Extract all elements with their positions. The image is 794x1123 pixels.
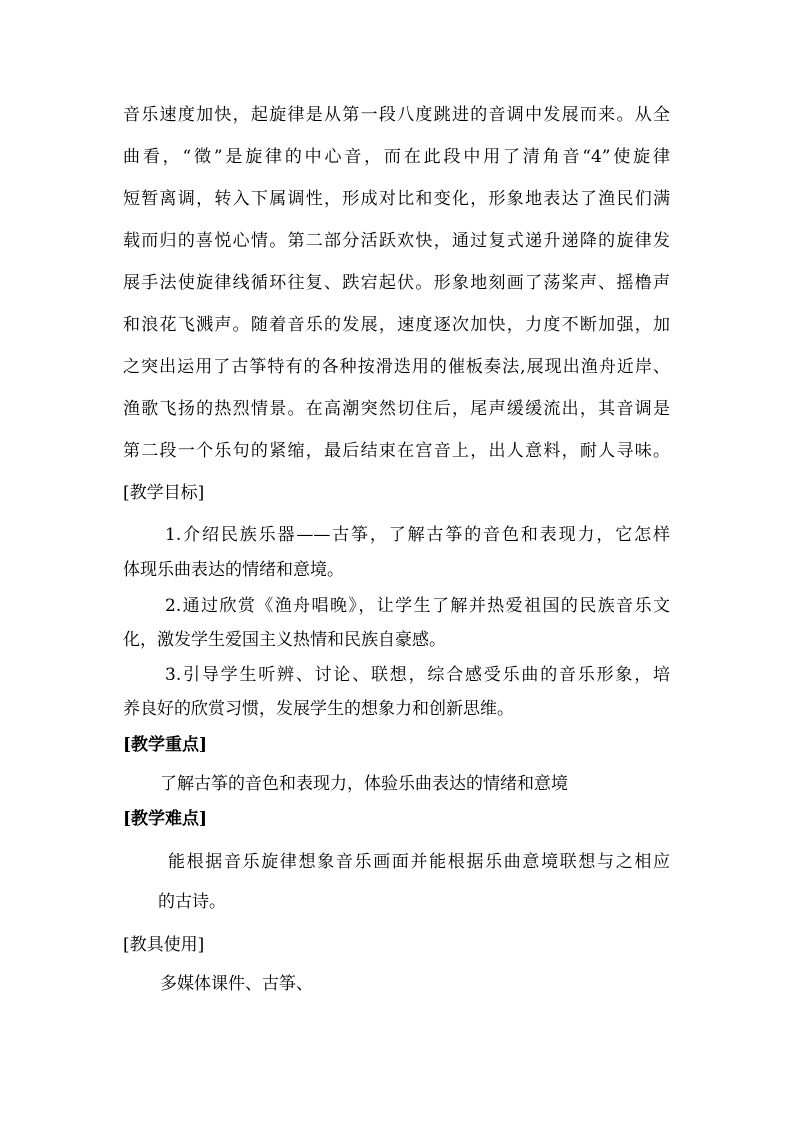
paragraph-line: 渔歌飞扬的热烈情景。在高潮突然切住后，尾声缓缓流出，其音调是	[123, 399, 670, 419]
objective-line: 3.引导学生听辨、讨论、联想，综合感受乐曲的音乐形象，培	[165, 665, 670, 685]
difficulties-line: 能根据音乐旋律想象音乐画面并能根据乐曲意境联想与之相应	[168, 852, 670, 872]
paragraph-line: 展手法使旋律线循环往复、跌宕起伏。形象地刻画了荡桨声、摇橹声	[123, 273, 670, 293]
key-points-text: 了解古筝的音色和表现力，体验乐曲表达的情绪和意境	[160, 774, 568, 794]
paragraph-line: 载而归的喜悦心情。第二部分活跃欢快，通过复式递升递降的旋律发	[123, 231, 670, 251]
section-heading-difficulties: [教学难点]	[123, 809, 208, 829]
paragraph-line: 曲看，“徵”是旋律的中心音，而在此段中用了清角音“4”使旋律	[123, 147, 670, 167]
objective-line: 体现乐曲表达的情绪和意境。	[123, 560, 344, 580]
paragraph-line: 和浪花飞溅声。随着音乐的发展，速度逐次加快，力度不断加强，加	[123, 315, 670, 335]
objective-line: 养良好的欣赏习惯，发展学生的想象力和创新思维。	[123, 699, 514, 719]
objective-line: 化，激发学生爱国主义热情和民族自豪感。	[123, 630, 446, 650]
section-heading-key-points: [教学重点]	[123, 735, 208, 755]
paragraph-line: 短暂离调，转入下属调性，形成对比和变化，形象地表达了渔民们满	[123, 189, 670, 209]
tools-text: 多媒体课件、古筝、	[160, 974, 313, 994]
paragraph-line: 第二段一个乐句的紧缩，最后结束在宫音上，出人意料，耐人寻味。	[123, 441, 670, 461]
objective-line: 2.通过欣赏《渔舟唱晚》，让学生了解并热爱祖国的民族音乐文	[165, 596, 670, 616]
paragraph-line: 之突出运用了古筝特有的各种按滑迭用的催板奏法,展现出渔舟近岸、	[123, 357, 670, 377]
section-heading-objectives: [教学目标]	[123, 483, 205, 503]
objective-line: 1.介绍民族乐器——古筝，了解古筝的音色和表现力，它怎样	[165, 525, 670, 545]
difficulties-line: 的古诗。	[158, 892, 226, 912]
section-heading-tools: [教具使用]	[123, 935, 205, 955]
paragraph-line: 音乐速度加快，起旋律是从第一段八度跳进的音调中发展而来。从全	[123, 105, 670, 125]
